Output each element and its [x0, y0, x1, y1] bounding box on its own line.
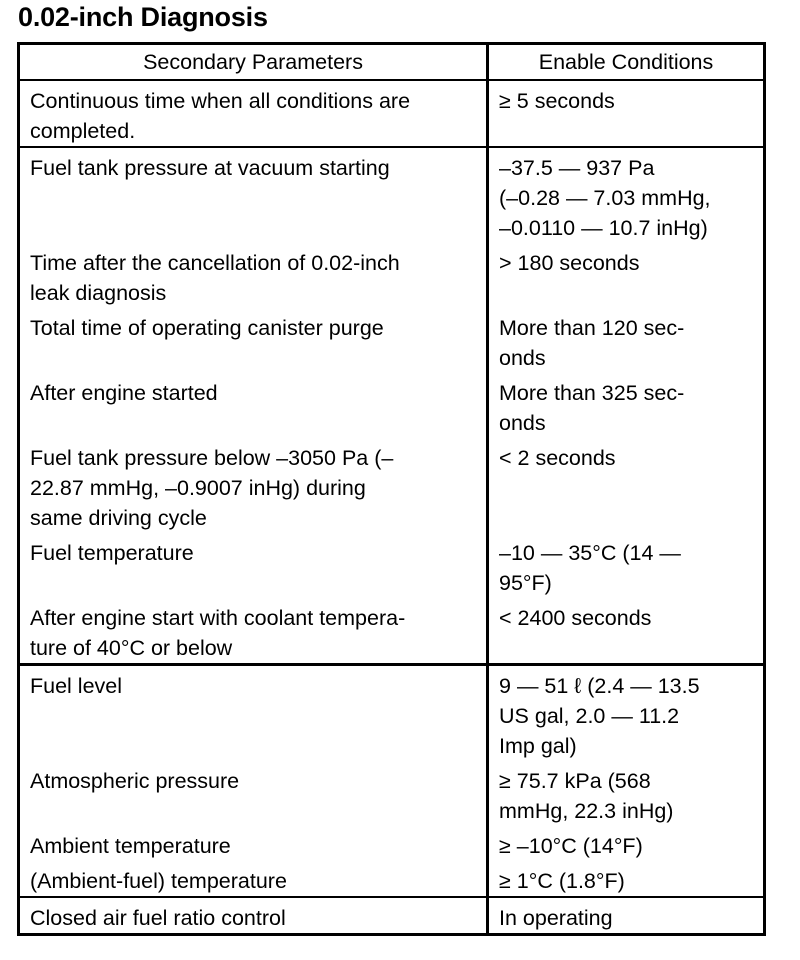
condition-text: More than 120 sec- onds	[499, 316, 685, 370]
table-row	[19, 147, 765, 243]
table-row	[19, 243, 765, 308]
parameter-text: Ambient temperature	[30, 834, 231, 858]
table-row	[19, 826, 765, 861]
table-row	[19, 897, 765, 935]
table-header-row	[19, 44, 765, 81]
condition-cell	[488, 761, 765, 826]
condition-text: –10 — 35°C (14 — 95°F)	[499, 541, 681, 595]
condition-cell	[488, 826, 765, 861]
table-row	[19, 861, 765, 897]
parameter-cell	[19, 243, 488, 308]
parameter-cell	[19, 598, 488, 665]
condition-text: –37.5 — 937 Pa (–0.28 — 7.03 mmHg, –0.0110 — 10.7 inHg)	[499, 156, 711, 240]
parameter-text: Continuous time when all conditions are completed.	[30, 89, 411, 143]
condition-text: In operating	[499, 906, 613, 930]
parameter-text: Closed air fuel ratio control	[30, 906, 286, 930]
page-title: 0.02-inch Diagnosis	[18, 2, 268, 32]
condition-cell	[488, 373, 765, 438]
table-row	[19, 308, 765, 373]
parameter-cell	[19, 665, 488, 762]
table-row	[19, 373, 765, 438]
parameter-text: Fuel level	[30, 674, 123, 698]
table-row	[19, 438, 765, 533]
parameter-cell	[19, 761, 488, 826]
parameter-text: After engine started	[30, 381, 218, 405]
condition-cell	[488, 665, 765, 762]
parameter-text: Fuel tank pressure at vacuum starting	[30, 156, 390, 180]
header-enable-conditions: Enable Conditions	[488, 44, 765, 81]
condition-text: ≥ 75.7 kPa (568 mmHg, 22.3 inHg)	[499, 769, 674, 823]
parameter-cell	[19, 373, 488, 438]
condition-text: ≥ 5 seconds	[499, 89, 615, 113]
condition-cell	[488, 80, 765, 147]
condition-cell	[488, 897, 765, 935]
condition-cell	[488, 147, 765, 243]
condition-text: More than 325 sec- onds	[499, 381, 685, 435]
parameter-cell	[19, 308, 488, 373]
condition-cell	[488, 533, 765, 598]
parameter-text: Time after the cancellation of 0.02-inch leak diagnosis	[30, 251, 400, 305]
condition-cell	[488, 598, 765, 665]
condition-text: > 180 seconds	[499, 251, 640, 275]
parameters-table	[17, 42, 766, 936]
condition-text: < 2 seconds	[499, 446, 616, 470]
table-row	[19, 533, 765, 598]
condition-text: 9 — 51 ℓ (2.4 — 13.5 US gal, 2.0 — 11.2 Imp gal)	[499, 674, 700, 758]
condition-text: ≥ 1°C (1.8°F)	[499, 869, 625, 893]
condition-text: ≥ –10°C (14°F)	[499, 834, 643, 858]
condition-cell	[488, 243, 765, 308]
condition-text: < 2400 seconds	[499, 606, 652, 630]
parameter-cell	[19, 80, 488, 147]
parameter-cell	[19, 826, 488, 861]
parameter-cell	[19, 533, 488, 598]
condition-cell	[488, 308, 765, 373]
parameter-text: Atmospheric pressure	[30, 769, 240, 793]
parameter-text: Fuel temperature	[30, 541, 194, 565]
table-row	[19, 665, 765, 762]
parameter-text: Fuel tank pressure below –3050 Pa (– 22.87 mmHg, –0.9007 inHg) during same driving cycle	[30, 446, 394, 530]
table-row	[19, 598, 765, 665]
table-row	[19, 761, 765, 826]
parameter-text: After engine start with coolant tempera- ture of 40°C or below	[30, 606, 406, 660]
parameter-cell	[19, 438, 488, 533]
condition-cell	[488, 438, 765, 533]
parameter-text: (Ambient-fuel) temperature	[30, 869, 287, 893]
parameter-cell	[19, 897, 488, 935]
parameter-text: Total time of operating canister purge	[30, 316, 384, 340]
header-secondary-parameters: Secondary Parameters	[19, 44, 488, 81]
parameter-cell	[19, 147, 488, 243]
condition-cell	[488, 861, 765, 897]
parameter-cell	[19, 861, 488, 897]
table-row	[19, 80, 765, 147]
